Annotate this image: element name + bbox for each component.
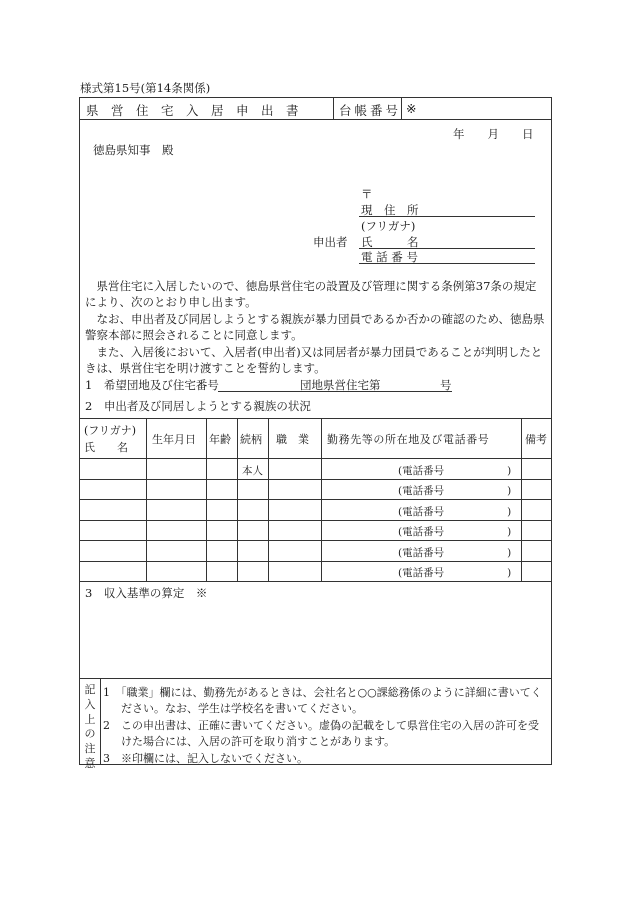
declaration-paragraph-3: また、入居後において、入居者(申出者)又は同居者が暴力団員であることが判明したときは、県営住宅を明け渡すことを誓約します。 [85,344,543,376]
header-name: 氏 名 [84,441,128,454]
row5-phone: (電話番号 ) [398,547,512,559]
date-line: 年 月 日 [453,127,534,141]
table-col-line [237,418,238,581]
furigana-label: (フリガナ) [361,219,416,233]
ledger-mark: ※ [406,101,417,116]
header-remarks: 備考 [525,433,547,446]
row1-phone: (電話番号 ) [398,465,512,477]
table-top-border [79,418,552,419]
table-col-line [146,418,147,581]
header-workplace: 勤務先等の所在地及び電話番号 [327,433,490,446]
table-col-line [321,418,322,581]
notes-top-border [79,678,552,679]
row1-relation: 本人 [242,465,263,477]
header-divider [79,119,552,120]
table-col-line [268,418,269,581]
phone-label: 電 話 番 号 [361,250,418,264]
header-age: 年齢 [209,433,231,446]
section3-label: 3 収入基準の算定 ※ [85,586,208,600]
address-field[interactable] [359,216,535,217]
table-col-line [521,418,522,581]
section1-middle: 団地県営住宅第 [300,378,381,392]
address-label: 現 住 所 [361,203,419,217]
row2-phone: (電話番号 ) [398,485,512,497]
phone-field[interactable] [359,263,535,264]
notes-side-divider [100,678,101,765]
header-birthdate: 生年月日 [152,433,196,446]
name-label: 氏 名 [361,235,419,249]
declaration-paragraph-1: 県営住宅に入居したいので、徳島県営住宅の設置及び管理に関する条例第37条の規定により、次のとおり申し出ます。 [85,279,537,310]
note-item-1: 1 「職業」欄には、勤務先があるときは、会社名と○○課総務係のように詳細に書いてください。なお、学生は学校名を書いてください。 [103,686,542,716]
header-occupation: 職 業 [276,433,309,446]
section2-label: 2 申出者及び同居しようとする親族の状況 [85,399,311,413]
table-row-line [79,479,552,480]
ledger-number-label: 台帳番号 [339,103,402,118]
header-furigana: (フリガナ) [84,424,137,437]
section1-label: 1 希望団地及び住宅番号 [85,378,219,392]
table-header-border [79,458,552,459]
postal-mark: 〒 [361,187,373,201]
row3-phone: (電話番号 ) [398,506,512,518]
table-row-line [79,499,552,500]
notes-list [103,685,549,767]
table-row-line [79,561,552,562]
table-row-line [79,520,552,521]
row6-phone: (電話番号 ) [398,567,512,579]
note-item-3: 3 ※印欄には、記入しないでください。 [103,751,308,765]
addressee: 徳島県知事 殿 [93,143,174,157]
section1-suffix: 号 [440,378,452,392]
row4-phone: (電話番号 ) [398,526,512,538]
header-separator-2 [401,97,402,119]
table-col-line [206,418,207,581]
note-item-2: 2 この申出書は、正確に書いてください。虚偽の記載をして県営住宅の入居の許可を受けた場合には、入居の許可を取り消すことがあります。 [103,718,539,749]
header-relation: 続柄 [240,433,262,446]
form-number-label: 様式第15号(第14条関係) [80,81,211,95]
header-separator-1 [333,97,334,119]
table-row-line [79,540,552,541]
declaration-text [85,278,545,376]
form-title: 県 営 住 宅 入 居 申 出 書 [86,103,299,118]
declaration-paragraph-2: なお、申出者及び同居しようとする親族が暴力団員であるか否かの確認のため、徳島県警察本部に照会されることに同意します。 [85,311,545,343]
applicant-label: 申出者 [313,235,348,249]
table-bottom-border [79,581,552,582]
notes-side-label: 記入上の注意 [84,683,96,770]
